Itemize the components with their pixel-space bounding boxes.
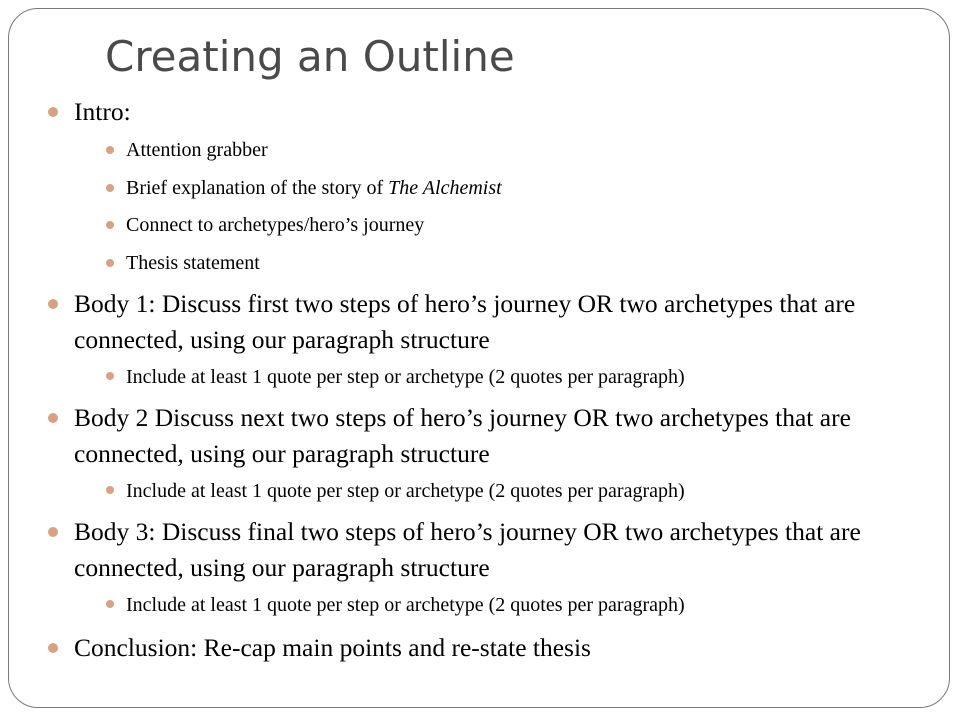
bullet-icon: [106, 486, 114, 494]
slide-title: Creating an Outline: [105, 32, 515, 81]
bullet-icon: [106, 600, 114, 608]
sub-item: [74, 472, 938, 510]
sub-list: [74, 586, 938, 624]
sub-item-text: Include at least 1 quote per step or archetype (2 quotes per paragraph): [126, 366, 685, 388]
outline-item-text: Body 3: Discuss final two steps of hero’s journey OR two archetypes that are connected, using our paragraph structure: [74, 517, 861, 582]
bullet-icon: [48, 107, 58, 117]
bullet-icon: [48, 643, 58, 653]
outline-item-body-2: [48, 400, 938, 510]
sub-list: [74, 472, 938, 510]
sub-list: [74, 358, 938, 396]
sub-item: [74, 132, 938, 170]
outline-item-text: Body 1: Discuss first two steps of hero’s journey OR two archetypes that are connected, using our paragraph structure: [74, 289, 856, 354]
bullet-icon: [106, 259, 114, 267]
sub-item-text: Brief explanation of the story of: [126, 176, 389, 199]
bullet-icon: [106, 372, 114, 380]
sub-item: [74, 245, 938, 283]
sub-item-text: Include at least 1 quote per step or archetype (2 quotes per paragraph): [126, 594, 685, 616]
bullet-icon: [106, 221, 114, 229]
bullet-icon: [48, 527, 58, 537]
outline-item-conclusion: [48, 630, 938, 666]
sub-list: [74, 132, 938, 282]
sub-item: [74, 358, 938, 396]
bullet-icon: [106, 146, 114, 154]
outline-item-body-3: [48, 514, 938, 624]
bullet-icon: [48, 413, 58, 423]
outline-item-text: Conclusion: Re-cap main points and re-state thesis: [74, 633, 591, 662]
sub-item-text: Thesis statement: [126, 251, 260, 274]
sub-item-text: Connect to archetypes/hero’s journey: [126, 214, 425, 236]
sub-item: [74, 170, 938, 208]
outline-item-text: Intro:: [74, 97, 131, 126]
book-title: The Alchemist: [388, 176, 502, 199]
outline-item-body-1: [48, 286, 938, 396]
sub-item: [74, 586, 938, 624]
sub-item-text: Include at least 1 quote per step or archetype (2 quotes per paragraph): [126, 480, 685, 502]
sub-item: [74, 207, 938, 245]
outline-list: [48, 94, 938, 666]
outline-item-intro: [48, 94, 938, 282]
sub-item-text: Attention grabber: [126, 139, 268, 161]
outline-item-text: Body 2 Discuss next two steps of hero’s journey OR two archetypes that are connected, using our paragraph structure: [74, 403, 851, 468]
bullet-icon: [48, 299, 58, 309]
bullet-icon: [106, 184, 114, 192]
